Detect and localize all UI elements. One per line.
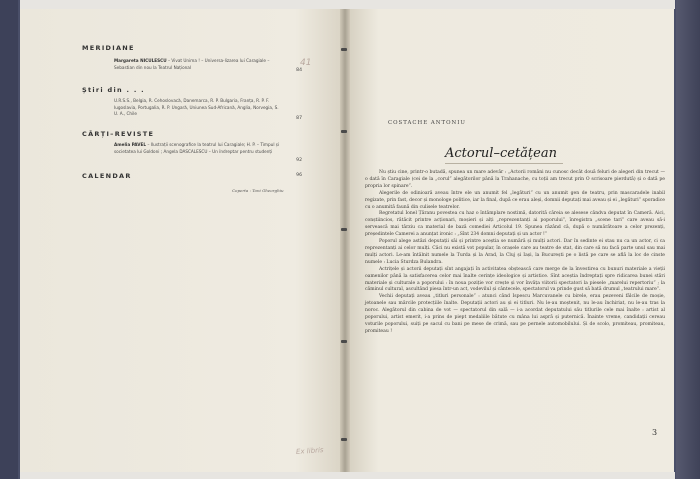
cover-edge-left xyxy=(0,0,18,479)
tape-strip-bottom xyxy=(20,472,675,479)
left-page xyxy=(20,8,344,474)
binding-stitch xyxy=(341,48,347,51)
toc-section-title: CALENDAR xyxy=(82,172,132,180)
toc-page-number: 96 xyxy=(296,173,302,178)
tape-strip-top-right xyxy=(350,0,675,9)
cover-edge-right xyxy=(676,0,700,479)
handwritten-mark-top: 41 xyxy=(300,58,312,68)
article-paragraph: Actrițele și actorii deputați sînt angajați în activitatea obștească care merge de la învestirea cu bunuri materiale a vieții oamenilor până la satisfacerea celor mai înalte cerințe ideologice și artistice. Sînt aceștia îndreptați spre ridicarea bunei stări materiale și culturale a poporului : în noua poziție vor crește și vor învăța viitorii spectatori la piesele „marelui repertoriu” ; la căminul cultural, ascultând piesa într-un act, vodevilul și cântecele, spectatorul va prinde gust să bată drumul „teatrului mare”. xyxy=(365,266,665,293)
book-gutter xyxy=(340,8,350,474)
binding-stitch xyxy=(341,340,347,343)
running-head: COSTACHE ANTONIU xyxy=(388,120,466,126)
page-number: 3 xyxy=(652,428,658,437)
toc-section-title: Știri din . . . xyxy=(82,86,145,94)
article-body xyxy=(365,170,665,336)
article-paragraph: Poporul alege astăzi deputații săi și printre aceștia se numără și mulți actori. Dar în sedinte ei stau nu ca un actor, ci ca reprezentanți ai celor mulți. Căci nu există vot popular, în orașele care au teatre de stat, din care să nu facă parte unul sau mai mulți actori. Le-am întâlnit numele la Turda și la Arad, la Cluj și Iași, la București pe o listă pe care se află la loc de cinste numele : Lucia Sturdza Bulandra. xyxy=(365,239,665,265)
toc-author: Amelia PAVEL xyxy=(114,142,147,147)
toc-page-number: 87 xyxy=(296,116,302,121)
toc-section-text xyxy=(114,58,284,71)
binding-stitch xyxy=(341,228,347,231)
article-paragraph: Vechii deputați aveau „titluri personale” : atunci când Ispescu Marcuvanele cu birele, erau pezeveni fălcile de moșie, jetoanele sau mărcile protecțiile înalte. Deputații actori au și ei titluri. Nu le-au moștenit, nu le-au închiriat, nu le-au tras la noroc. Alegătorul din cabina de vot — spectatorul din sală — i-a acordat deputatului său titlurile cele mai înalte : artist al poporului, artist emerit, i-a prins de piept medaliile bătute cu mâna lui aspră și puternică. Înainte vreme, candidații cereau voturile poporului, suiți pe sacul cu bani pe mese de crimă, sau pe pernele automobilului. Și de scolo, promiteau, promiteau, promiteau ! xyxy=(365,294,665,334)
toc-entry: – Ilustrații scenografice la teatrul lui Caragiale; H. P. – Timpul și societatea lui Goldoni ; Angela DASCALESCU – Un îndreptar pentru studenți xyxy=(114,142,280,154)
tape-strip-top-left xyxy=(20,0,350,9)
title-underline xyxy=(445,163,563,164)
article-title: Actorul–cetățean xyxy=(445,146,557,161)
toc-page-number: 84 xyxy=(296,68,302,73)
toc-section-title: MERIDIANE xyxy=(82,44,135,52)
article-paragraph: Nu știu cine, printr-o butadă, spunea un mare adevăr : „Actorii români nu cunosc decât două feluri de alegeri din trecut — o dată în Caragiale (cei de la „corul” alegătorilor până la Trahanache, cu toții am trecut prin O scrisoare pierdută) și o dată pe propria lor spinare”. xyxy=(365,170,665,189)
toc-author: Margareta NICULESCU xyxy=(114,58,167,63)
toc-section-text xyxy=(114,142,284,155)
toc-section-title: CĂRȚI–REVISTE xyxy=(82,130,155,138)
binding-stitch xyxy=(341,438,347,441)
toc-entry: – Vivat Unima ! – Universa-lizarea lui Caragiale – Sebastian din nou la Teatrul Național xyxy=(114,58,270,70)
toc-page-number: 92 xyxy=(296,158,302,163)
handwritten-note-bottom: Ex libris xyxy=(295,446,324,456)
cover-credit: Coperta : Toni Gheorghiu xyxy=(232,188,284,193)
toc-entry: U.R.S.S., Belgia, R. Cehoslovacă, Danemarca, R. P. Bulgaria, Franța, R. P. F. Iugoslavia, Portugalia, R. P. Ungară, Uniunea Sud-Africană, Anglia, Norvegia, S. U. A., Chile xyxy=(114,98,279,116)
toc-section-text xyxy=(114,98,284,118)
article-paragraph: Alegerile de odinioară aveau între ele un anumit fel „legături” cu un anumit gen de teatru, prin mascaradele inabil regizate, prin fast, decor și monologe politice, iar la final, după ce erau aleși, domnii deputați mai aveau și ei „legături” sporadice cu o anumită faună din culisele teatrelor. xyxy=(365,190,665,210)
binding-stitch xyxy=(341,130,347,133)
article-paragraph: Regretatul Ionel Țăranu povestea cu haz o întâmplare nostimă, datorită căreia se alesese cândva deputat în Cameră. Aici, conștiincios, rătăcit printre acționari, moșieri și alți „reprezentanți ai poporului”, înregistra „scene tari” care aveau să-i servească mai târziu ca material de bază comediei Articolul 19. Spunea râzând că, după o numărătoare a celor prezenți, președintele Camerei a anunțat ironic : „Sînt 234 domni deputați și un actor !” xyxy=(365,211,665,238)
